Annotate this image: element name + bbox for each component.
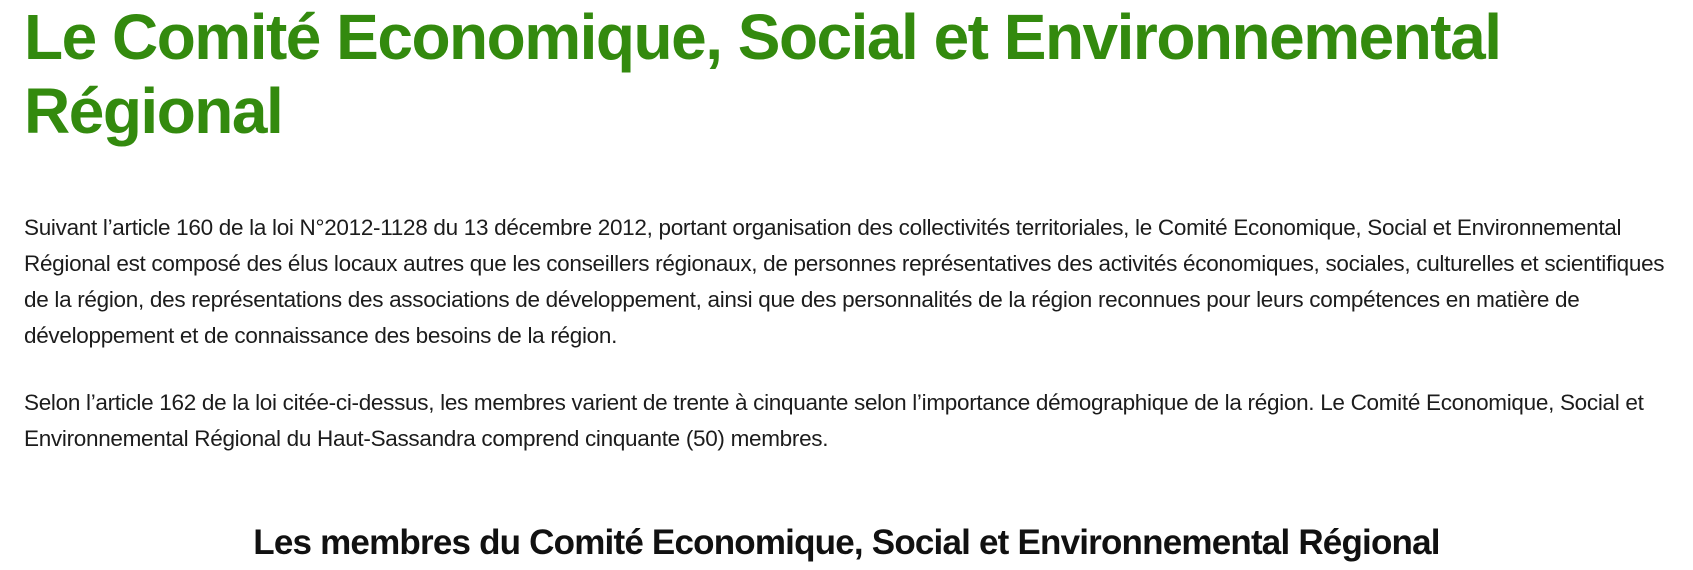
members-section-heading: Les membres du Comité Economique, Social et Environnemental Régional (253, 523, 1440, 562)
members-count-paragraph: Selon l’article 162 de la loi citée-ci-dessus, les membres varient de trente à cinquante selon l’importance démographique de la région. Le Comité Economique, Social et Environnemental Régional du Haut-Sassandra comprend cinquante (50) membres. (24, 390, 1644, 451)
intro-paragraph: Suivant l’article 160 de la loi N°2012-1128 du 13 décembre 2012, portant organisation des collectivités territoriales, le Comité Economique, Social et Environnemental Régional est composé des élus locaux autres que les conseillers régionaux, de personnes représentatives des activités économiques, sociales, culturelles et scientifiques de la région, des représentations des associations de développement, ainsi que des personnalités de la région reconnues pour leurs compétences en matière de développement et de connaissance des besoins de la région. (24, 215, 1665, 348)
page-title: Le Comité Economique, Social et Environnemental Régional (24, 1, 1501, 147)
